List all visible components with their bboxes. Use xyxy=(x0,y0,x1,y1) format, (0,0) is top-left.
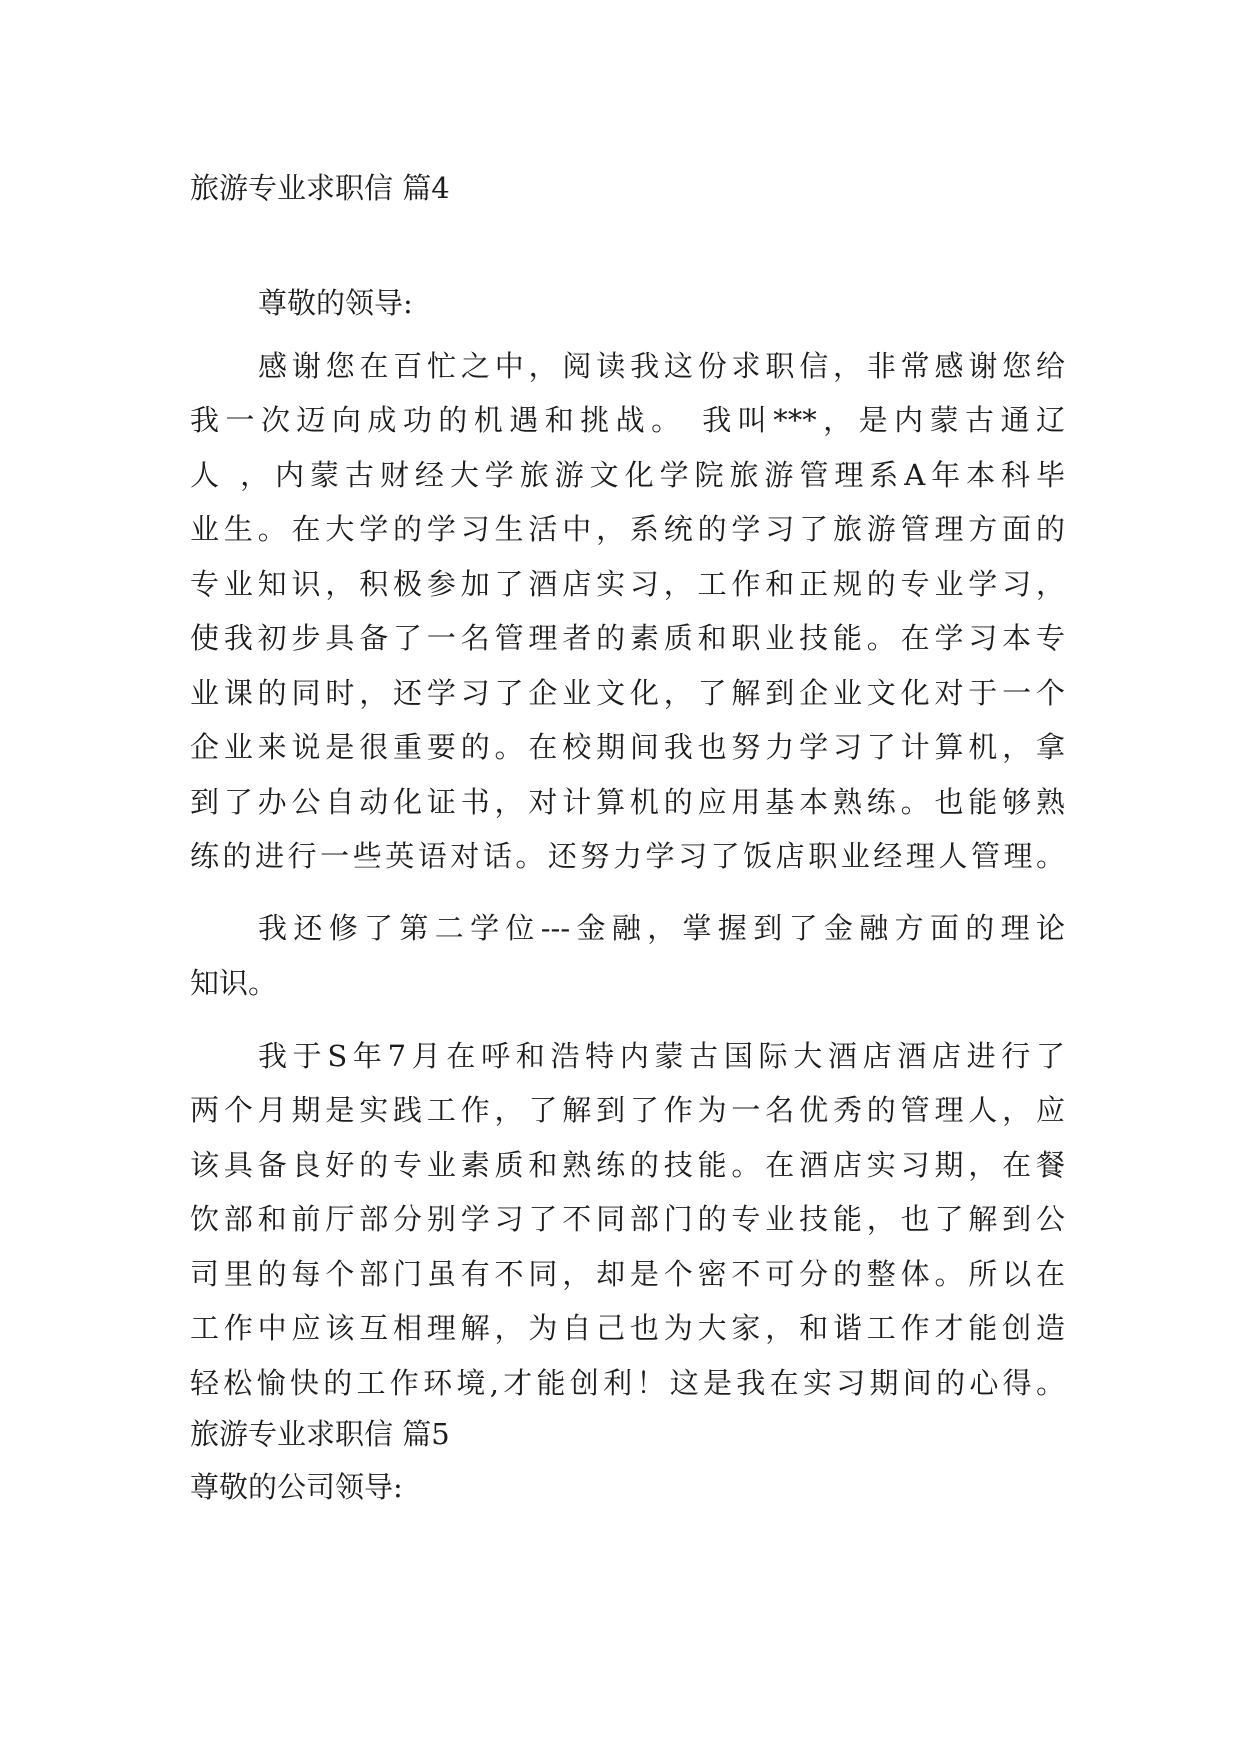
paragraph-line: 饮部和前厅部分别学习了不同部门的专业技能，也了解到公 xyxy=(190,1202,1065,1236)
paragraph-line: 业生。在大学的学习生活中，系统的学习了旅游管理方面的 xyxy=(190,512,1065,546)
paragraph-line: 感谢您在百忙之中，阅读我这份求职信，非常感谢您给 xyxy=(258,349,1065,383)
paragraph-line: 企业来说是很重要的。在校期间我也努力学习了计算机，拿 xyxy=(190,730,1065,764)
paragraph-line: 我还修了第二学位---金融，掌握到了金融方面的理论 xyxy=(258,911,1065,945)
paragraph-line: 人 ，内蒙古财经大学旅游文化学院旅游管理系A年本科毕 xyxy=(190,458,1065,492)
paragraph-line: 到了办公自动化证书，对计算机的应用基本熟练。也能够熟 xyxy=(190,785,1065,819)
section-heading: 旅游专业求职信 篇5 xyxy=(190,1417,450,1451)
section-heading: 旅游专业求职信 篇4 xyxy=(190,171,450,205)
paragraph-line: 专业知识，积极参加了酒店实习，工作和正规的专业学习， xyxy=(190,567,1065,601)
salutation: 尊敬的领导: xyxy=(258,286,413,320)
paragraph-line: 工作中应该互相理解，为自己也为大家，和谐工作才能创造 xyxy=(190,1311,1065,1345)
paragraph-line: 司里的每个部门虽有不同，却是个密不可分的整体。所以在 xyxy=(190,1257,1065,1291)
paragraph-line: 该具备良好的专业素质和熟练的技能。在酒店实习期，在餐 xyxy=(190,1148,1065,1182)
paragraph-line: 练的进行一些英语对话。还努力学习了饭店职业经理人管理。 xyxy=(190,839,1065,873)
salutation: 尊敬的公司领导: xyxy=(190,1470,403,1504)
paragraph-line: 知识。 xyxy=(190,966,278,1000)
paragraph-line: 使我初步具备了一名管理者的素质和职业技能。在学习本专 xyxy=(190,621,1065,655)
paragraph-line: 两个月期是实践工作，了解到了作为一名优秀的管理人，应 xyxy=(190,1093,1065,1127)
paragraph-line: 轻松愉快的工作环境,才能创利！这是我在实习期间的心得。 xyxy=(190,1366,1065,1400)
paragraph-line: 业课的同时，还学习了企业文化，了解到企业文化对于一个 xyxy=(190,676,1065,710)
paragraph-line: 我于S年7月在呼和浩特内蒙古国际大酒店酒店进行了 xyxy=(258,1039,1065,1073)
paragraph-line: 我一次迈向成功的机遇和挑战。 我叫***，是内蒙古通辽 xyxy=(190,403,1065,437)
